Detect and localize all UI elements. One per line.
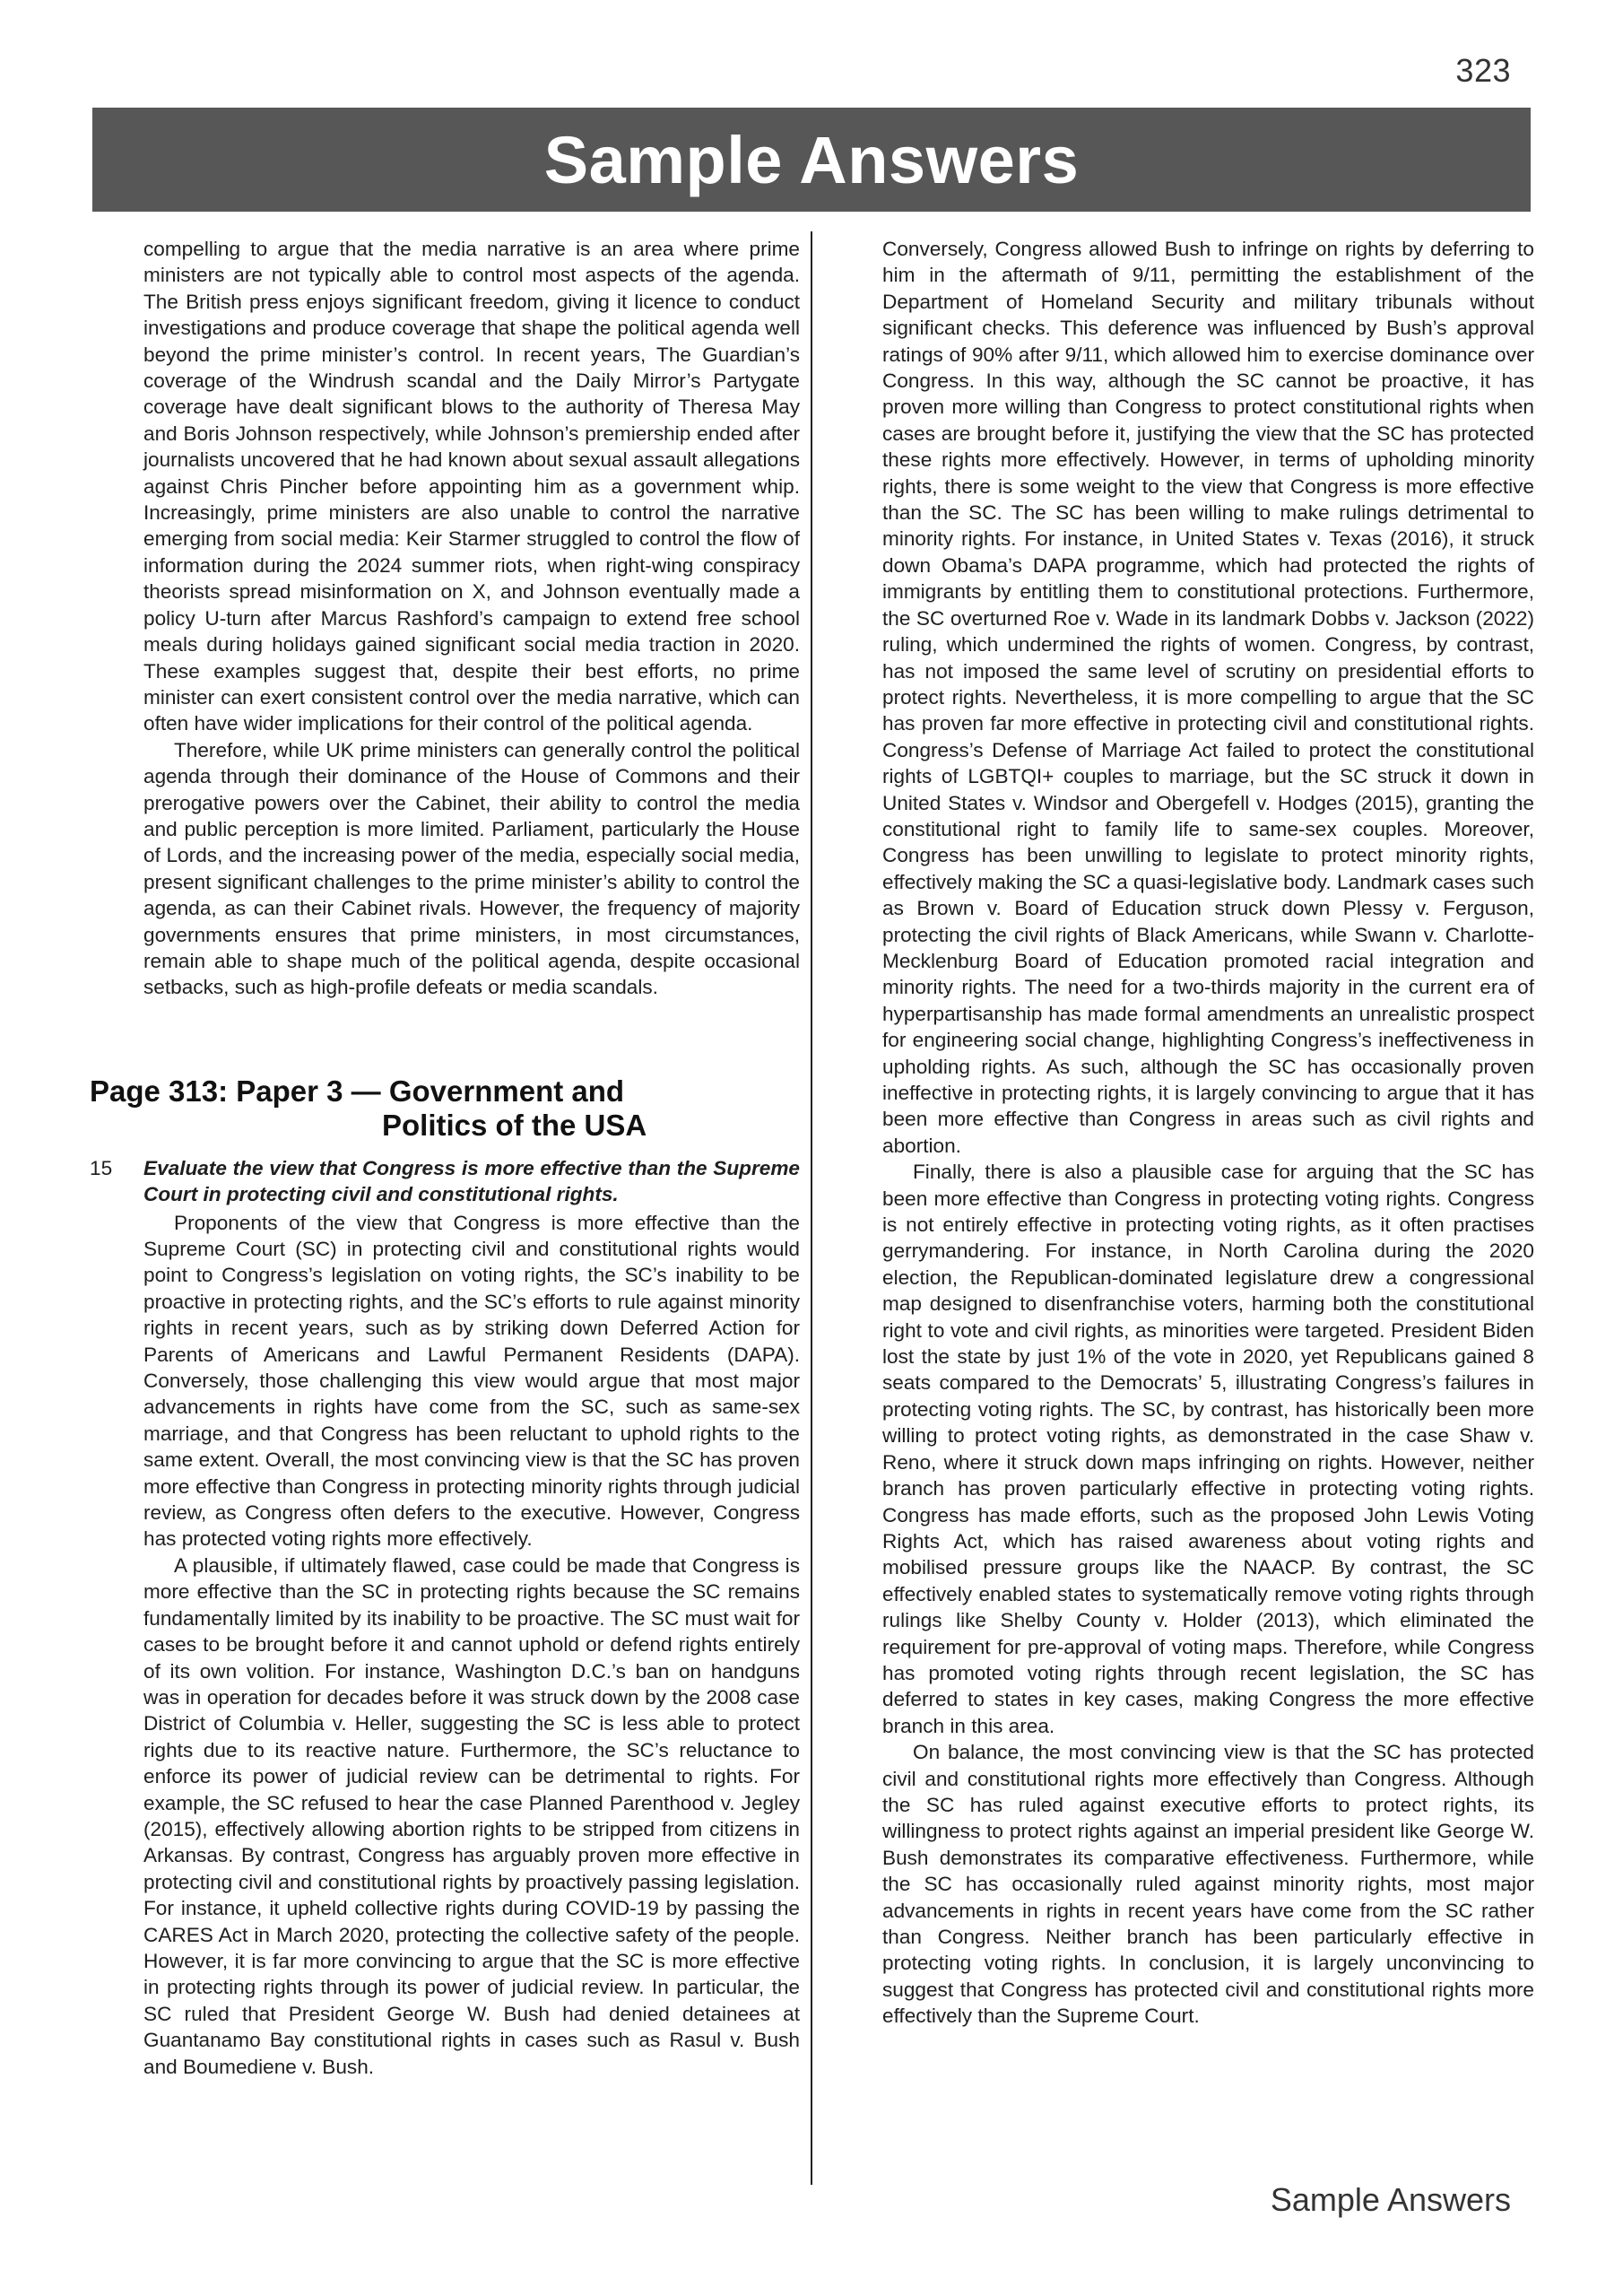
right-column	[882, 236, 1534, 2030]
paragraph: compelling to argue that the media narrative is an area where prime ministers are not typically able to control most aspects of the agenda. The British press enjoys significant freedom, giving it licence to conduct investigations and produce coverage that shape the political agenda well beyond the prime minister’s control. In recent years, The Guardian’s coverage of the Windrush scandal and the Daily Mirror’s Partygate coverage have dealt significant blows to the authority of Theresa May and Boris Johnson respectively, while Johnson’s premiership ended after journalists uncovered that he had known about sexual assault allegations against Chris Pincher before appointing him as a government whip. Increasingly, prime ministers are also unable to control the narrative emerging from social media: Keir Starmer struggled to control the flow of information during the 2024 summer riots, when right-wing conspiracy theorists spread misinformation on X, and Johnson eventually made a policy U-turn after Marcus Rashford’s campaign to extend free school meals during holidays gained significant social media traction in 2020. These examples suggest that, despite their best efforts, no prime minister can exert consistent control over the media narrative, which can often have wider implications for their control of the political agenda.	[143, 238, 800, 735]
page-number: 323	[1455, 52, 1511, 89]
paragraph: Finally, there is also a plausible case for arguing that the SC has been more effective than Congress in protecting voting rights. Congress is not entirely effective in protecting voting rights, as it often practises gerrymandering. For instance, in North Carolina during the 2020 election, the Republican-dominated legislature drew a congressional map designed to disenfranchise voters, harming both the constitutional right to vote and civil rights, as minorities were targeted. President Biden lost the state by just 1% of the vote in 2020, yet Republicans gained 8 seats compared to the Democrats’ 5, illustrating Congress’s failures in protecting voting rights. The SC, by contrast, has historically been more willing to protect voting rights, as demonstrated in the case Shaw v. Reno, where it struck down maps infringing on rights. However, neither branch has proven particularly effective in protecting voting rights. Congress has made efforts, such as the proposed John Lewis Voting Rights Act, which has raised awareness about voting rights and mobilised pressure groups like the NAACP. By contrast, the SC effectively enabled states to systematically remove voting rights through rulings like Shelby County v. Holder (2013), which eliminated the requirement for pre-approval of voting maps. Therefore, while Congress has promoted voting rights through recent legislation, the SC has deferred to states in key cases, making Congress the more effective branch in this area.	[882, 1161, 1534, 1737]
left-column	[90, 236, 800, 2080]
banner-title: Sample Answers	[543, 123, 1080, 197]
paragraph: A plausible, if ultimately flawed, case could be made that Congress is more effective than the SC in protecting rights because the SC remains fundamentally limited by its inability to be proactive. The SC must wait for cases to be brought before it and cannot uphold or defend rights entirely of its own volition. For instance, Washington D.C.’s ban on handguns was in operation for decades before it was struck down by the 2008 case District of Columbia v. Heller, suggesting the SC is less able to protect rights due to its reactive nature. Furthermore, the SC’s reluctance to enforce its power of judicial review can be detrimental to rights. For example, the SC refused to hear the case Planned Parenthood v. Jegley (2015), effectively allowing abortion rights to be stripped from citizens in Arkansas. By contrast, Congress has arguably proven more effective in protecting civil and constitutional rights by proactively passing legislation. For instance, it upheld collective rights during COVID-19 by passing the CARES Act in March 2020, protecting the collective safety of the people. However, it is far more convincing to argue that the SC is more effective in protecting rights through its power of judicial review. In particular, the SC ruled that President George W. Bush had denied detainees at Guantanamo Bay constitutional rights in cases such as Rasul v. Bush and Boumediene v. Bush.	[143, 1553, 800, 2078]
question	[90, 1155, 800, 1208]
question-number: 15	[90, 1156, 113, 1179]
section-heading-line-2: Politics of the USA	[382, 1108, 647, 1142]
paragraph: Proponents of the view that Congress is more effective than the Supreme Court (SC) in protecting civil and constitutional rights would point to Congress’s legislation on voting rights, the SC’s inability to be proactive in protecting rights, and the SC’s efforts to rule against minority rights in recent years, such as by striking down Deferred Action for Parents of Americans and Lawful Permanent Residents (DAPA). Conversely, those challenging this view would argue that most major advancements in rights have come from the SC, such as same-sex marriage, and that Congress has been reluctant to uphold rights to the same extent. Overall, the most convincing view is that the SC has proven more effective than Congress in protecting minority rights through judicial review, as Congress often defers to the executive. However, Congress has protected voting rights more effectively.	[143, 1211, 800, 1551]
section-heading	[90, 1074, 771, 1143]
footer-section-label: Sample Answers	[1270, 2181, 1511, 2218]
paragraph: On balance, the most convincing view is that the SC has protected civil and constitutional rights more effectively than Congress. Although the SC has ruled against executive efforts to protect rights, its willingness to protect rights against an imperial president like George W. Bush demonstrates its comparative effectiveness. Furthermore, while the SC has occasionally ruled against minority rights, most major advancements in rights in recent years have come from the SC rather than Congress. Neither branch has been particularly effective in protecting voting rights. In conclusion, it is largely unconvincing to suggest that Congress has protected civil and constitutional rights more effectively than the Supreme Court.	[882, 1741, 1534, 2028]
question-text: Evaluate the view that Congress is more effective than the Supreme Court in protecting civil and constitutional rights.	[143, 1156, 800, 1206]
paragraph: Therefore, while UK prime ministers can generally control the political agenda through their dominance of the House of Commons and their prerogative powers over the Cabinet, their ability to control the media and public perception is more limited. Parliament, particularly the House of Lords, and the increasing power of the media, especially social media, present significant challenges to the prime minister’s ability to control the agenda, as can their Cabinet rivals. However, the frequency of majority governments ensures that prime ministers, in most circumstances, remain able to shape much of the political agenda, despite occasional setbacks, such as high-profile defeats or media scandals.	[143, 738, 800, 999]
section-heading-line-1: Page 313: Paper 3 — Government and	[90, 1074, 625, 1108]
column-divider	[811, 231, 812, 2185]
paragraph: Conversely, Congress allowed Bush to infringe on rights by deferring to him in the aftermath of 9/11, permitting the establishment of the Department of Homeland Security and military tribunals without significant checks. This deference was influenced by Bush’s approval ratings of 90% after 9/11, which allowed him to exercise dominance over Congress. In this way, although the SC cannot be proactive, it has proven more willing than Congress to protect constitutional rights when cases are brought before it, justifying the view that the SC has protected these rights more effectively. However, in terms of upholding minority rights, there is some weight to the view that Congress is more effective than the SC. The SC has been willing to make rulings detrimental to minority rights. For instance, in United States v. Texas (2016), it struck down Obama’s DAPA programme, which had protected the rights of immigrants by entitling them to constitutional protections. Furthermore, the SC overturned Roe v. Wade in its landmark Dobbs v. Jackson (2022) ruling, which undermined the rights of women. Congress, by contrast, has not imposed the same level of scrutiny on presidential efforts to protect rights. Nevertheless, it is more compelling to argue that the SC has proven far more effective in protecting civil and constitutional rights. Congress’s Defense of Marriage Act failed to protect the constitutional rights of LGBTQI+ couples to marriage, but the SC struck it down in United States v. Windsor and Obergefell v. Hodges (2015), granting the constitutional right to family life to same-sex couples. Moreover, Congress has been unwilling to legislate to protect minority rights, effectively making the SC a quasi-legislative body. Landmark cases such as Brown v. Board of Education struck down Plessy v. Ferguson, protecting the civil rights of Black Americans, while Swann v. Charlotte-Mecklenburg Board of Education promoted racial integration and minority rights. The need for a two-thirds majority in the current era of hyperpartisanship has made formal amendments an unrealistic prospect for engineering social change, highlighting Congress’s ineffectiveness in upholding rights. As such, although the SC has occasionally proven ineffective in protecting rights, it is largely convincing to argue that it has been more effective than Congress in areas such as civil rights and abortion.	[882, 238, 1534, 1157]
page-banner	[92, 108, 1531, 212]
